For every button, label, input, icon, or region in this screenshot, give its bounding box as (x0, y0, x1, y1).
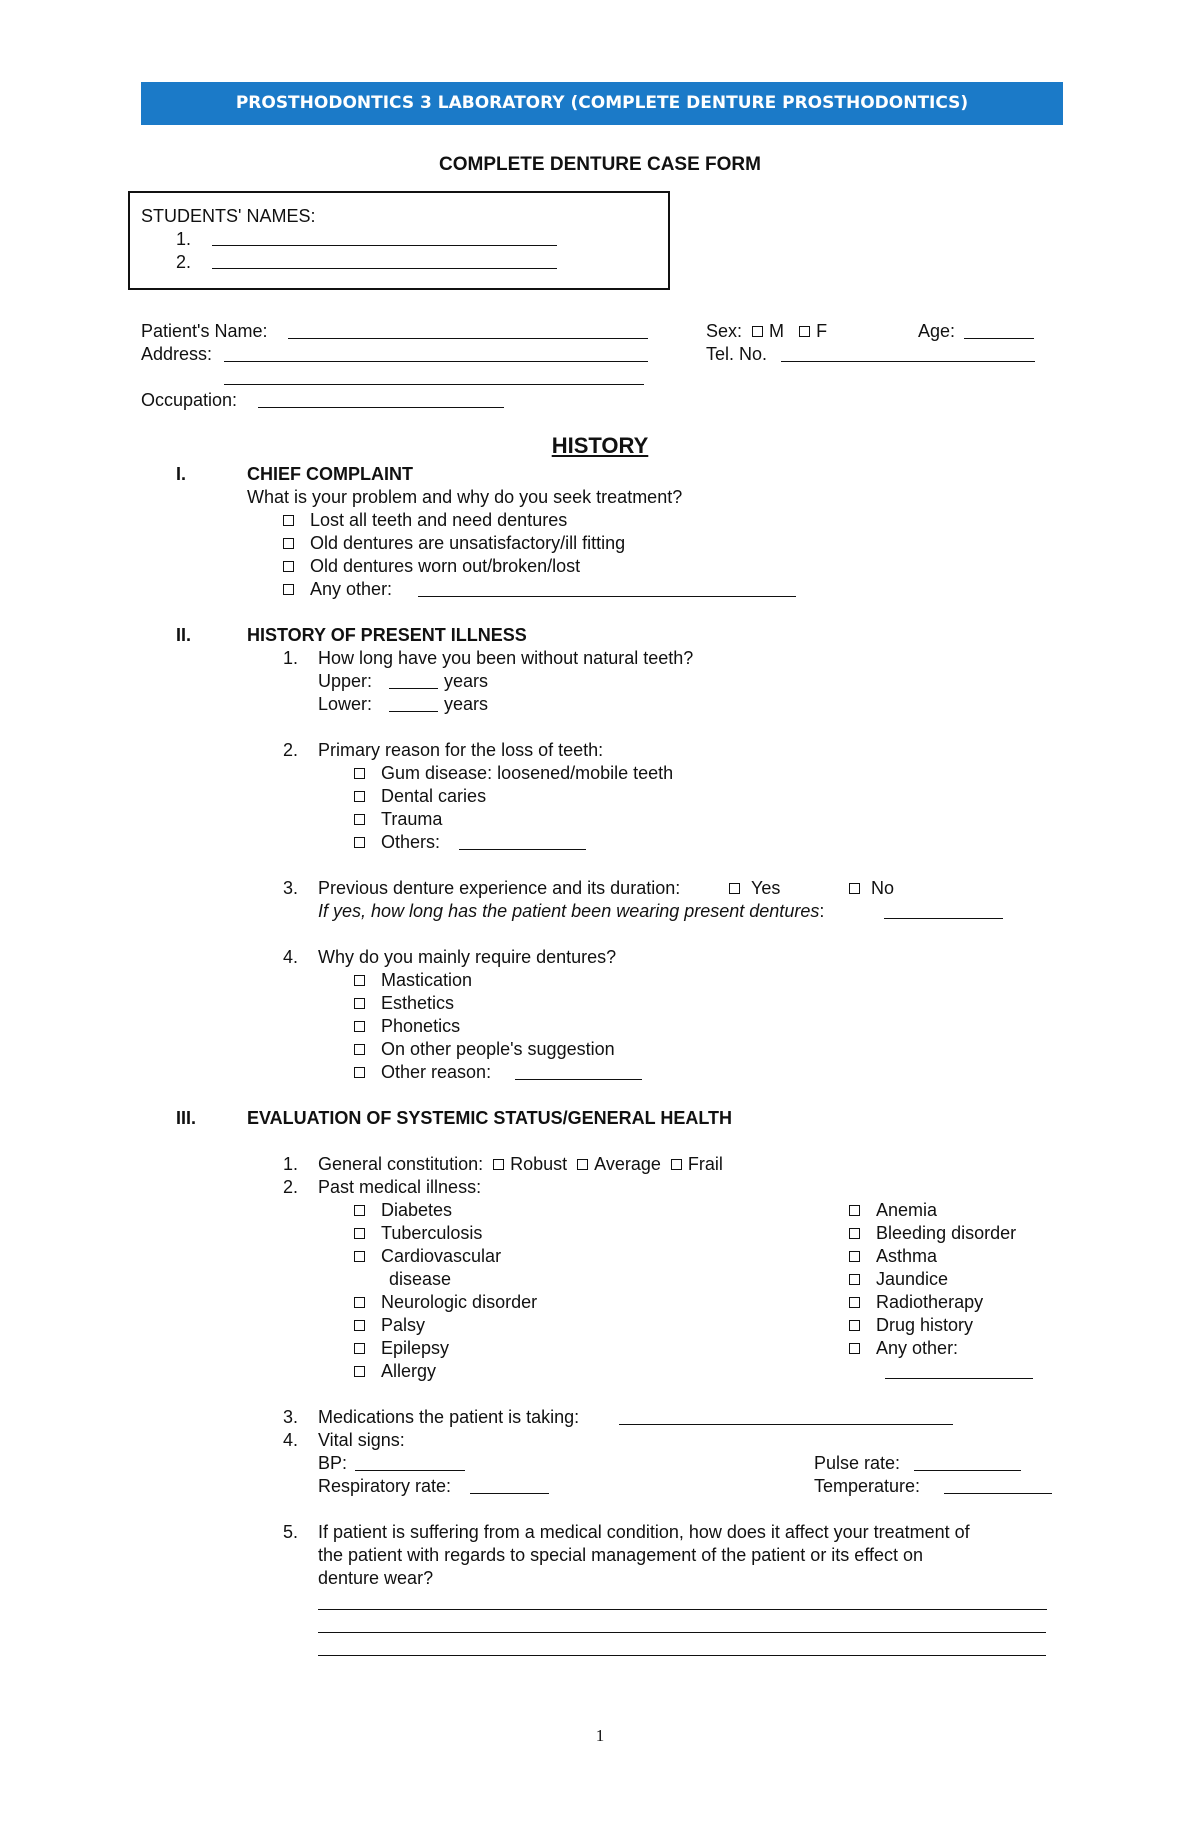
illness-label: Cardiovascular (381, 1246, 502, 1266)
checkbox-icon[interactable] (354, 998, 365, 1009)
checkbox-icon[interactable] (354, 1297, 365, 1308)
illness-left-6[interactable] (354, 1337, 449, 1359)
gh-q3-number: 3. (283, 1407, 299, 1427)
illness-label: Neurologic disorder (381, 1292, 538, 1312)
hpi-q1-text: How long have you been without natural teeth? (318, 648, 694, 668)
pulse-label: Pulse rate: (814, 1453, 901, 1473)
illness-right-5[interactable] (849, 1291, 983, 1313)
illness-label: Epilepsy (381, 1338, 450, 1358)
illness-right-7[interactable] (849, 1337, 958, 1359)
cc-option-label: Lost all teeth and need dentures (310, 510, 568, 530)
pulse-line[interactable] (914, 1470, 1021, 1471)
section-1-title: CHIEF COMPLAINT (247, 464, 413, 484)
section-3-title: EVALUATION OF SYSTEMIC STATUS/GENERAL HEALTH (247, 1108, 733, 1128)
gh-q5-line-2: the patient with regards to special management of the patient or its effect on (318, 1545, 924, 1565)
illness-right-3[interactable] (849, 1245, 937, 1267)
checkbox-icon[interactable] (354, 837, 365, 848)
checkbox-icon[interactable] (849, 1251, 860, 1262)
loss-option-label: Gum disease: loosened/mobile teeth (381, 763, 674, 783)
frail-label: Frail (687, 1154, 723, 1174)
average-label: Average (594, 1154, 661, 1174)
checkbox-icon[interactable] (354, 1205, 365, 1216)
illness-right-2[interactable] (849, 1222, 1016, 1244)
sex-m-label: M (769, 321, 785, 341)
checkbox-icon[interactable] (849, 1320, 860, 1331)
checkbox-icon[interactable] (752, 326, 763, 337)
vital-signs-label: Vital signs: (318, 1430, 405, 1450)
illness-label: Diabetes (381, 1200, 453, 1220)
checkbox-icon[interactable] (849, 1343, 860, 1354)
address-line-2[interactable] (224, 384, 644, 385)
hpi-q4-text: Why do you mainly require dentures? (318, 947, 617, 967)
reason-option-1[interactable] (354, 969, 472, 991)
denture-duration-line[interactable] (884, 918, 1003, 919)
illness-label: Bleeding disorder (876, 1223, 1017, 1243)
form-title: COMPLETE DENTURE CASE FORM (439, 154, 761, 175)
gh-q5-number: 5. (283, 1522, 299, 1542)
illness-left-3[interactable] (354, 1245, 501, 1267)
student-2-line[interactable] (212, 268, 557, 269)
gh-q1-number: 1. (283, 1154, 299, 1174)
cc-option-2[interactable] (283, 532, 625, 554)
page-number: 1 (595, 1726, 605, 1745)
hpi-q1-number: 1. (283, 648, 299, 668)
illness-label: Radiotherapy (876, 1292, 984, 1312)
course-banner: PROSTHODONTICS 3 LABORATORY (COMPLETE DENTURE PROSTHODONTICS) (141, 82, 1063, 125)
illness-right-4[interactable] (849, 1268, 948, 1290)
checkbox-icon[interactable] (849, 1297, 860, 1308)
student-1-line[interactable] (212, 245, 557, 246)
gh-q5-line-3: denture wear? (318, 1568, 434, 1588)
hpi-q3-text: Previous denture experience and its duration: (318, 878, 681, 898)
address-line-1[interactable] (224, 361, 648, 362)
loss-option-4[interactable] (354, 831, 440, 853)
loss-option-label: Dental caries (381, 786, 487, 806)
section-1-number: I. (176, 464, 187, 484)
illness-label: Drug history (876, 1315, 974, 1335)
checkbox-icon[interactable] (849, 1205, 860, 1216)
checkbox-icon[interactable] (354, 768, 365, 779)
tel-line[interactable] (781, 361, 1035, 362)
illness-label: Allergy (381, 1361, 437, 1381)
bp-line[interactable] (355, 1470, 465, 1471)
loss-other-line[interactable] (459, 849, 586, 850)
cc-option-1[interactable] (283, 509, 567, 531)
illness-left-7[interactable] (354, 1360, 436, 1382)
answer-line-2[interactable] (318, 1632, 1046, 1633)
illness-label: Palsy (381, 1315, 426, 1335)
cc-other-line[interactable] (418, 596, 796, 597)
illness-label: Anemia (876, 1200, 938, 1220)
occupation-line[interactable] (258, 407, 504, 408)
upper-years-label: years (444, 671, 489, 691)
illness-left-5[interactable] (354, 1314, 425, 1336)
checkbox-icon[interactable] (671, 1159, 682, 1170)
tel-label: Tel. No. (706, 344, 768, 364)
constitution-label: General constitution: (318, 1154, 484, 1174)
checkbox-icon[interactable] (354, 791, 365, 802)
cc-option-label: Old dentures are unsatisfactory/ill fitting (310, 533, 626, 553)
checkbox-icon[interactable] (354, 1044, 365, 1055)
checkbox-icon[interactable] (354, 1343, 365, 1354)
cc-option-3[interactable] (283, 555, 580, 577)
cc-option-4[interactable] (283, 578, 392, 600)
hpi-q2-text: Primary reason for the loss of teeth: (318, 740, 604, 760)
denture-followup-text (318, 900, 824, 922)
section-3-number: III. (176, 1108, 197, 1128)
section-2-title: HISTORY OF PRESENT ILLNESS (247, 625, 527, 645)
illness-label: Any other: (876, 1338, 959, 1358)
checkbox-icon[interactable] (354, 1251, 365, 1262)
checkbox-icon[interactable] (729, 883, 740, 894)
checkbox-icon[interactable] (354, 1366, 365, 1377)
hpi-q3-number: 3. (283, 878, 299, 898)
gh-q2-text: Past medical illness: (318, 1177, 482, 1197)
reason-option-4[interactable] (354, 1038, 615, 1060)
illness-right-1[interactable] (849, 1199, 937, 1221)
temperature-label: Temperature: (814, 1476, 921, 1496)
reason-option-label: Mastication (381, 970, 473, 990)
loss-option-2[interactable] (354, 785, 486, 807)
upper-years-line[interactable] (389, 688, 438, 689)
illness-other-line[interactable] (885, 1378, 1033, 1379)
medications-label: Medications the patient is taking: (318, 1407, 580, 1427)
gh-q4-number: 4. (283, 1430, 299, 1450)
followup-colon: : (819, 901, 825, 921)
reason-other-line[interactable] (515, 1079, 642, 1080)
temperature-line[interactable] (944, 1493, 1052, 1494)
followup-label: If yes, how long has the patient been wearing present dentures (318, 901, 820, 921)
patient-name-label: Patient's Name: (141, 321, 268, 341)
checkbox-icon[interactable] (354, 1021, 365, 1032)
respiratory-label: Respiratory rate: (318, 1476, 452, 1496)
illness-left-1[interactable] (354, 1199, 452, 1221)
checkbox-icon[interactable] (799, 326, 810, 337)
cc-option-label: Any other: (310, 579, 393, 599)
gh-q5-line-1: If patient is suffering from a medical condition, how does it affect your treatment of (318, 1522, 970, 1542)
address-label: Address: (141, 344, 213, 364)
lower-years-line[interactable] (389, 711, 438, 712)
answer-line-3[interactable] (318, 1655, 1046, 1656)
sex-f-label: F (816, 321, 828, 341)
patient-name-line[interactable] (288, 338, 648, 339)
constitution-row (318, 1153, 723, 1175)
lower-years-label: years (444, 694, 489, 714)
students-names-label: STUDENTS' NAMES: (141, 206, 316, 226)
checkbox-icon[interactable] (849, 1274, 860, 1285)
checkbox-icon[interactable] (354, 814, 365, 825)
reason-option-3[interactable] (354, 1015, 460, 1037)
illness-left-4[interactable] (354, 1291, 537, 1313)
chief-complaint-question: What is your problem and why do you seek treatment? (247, 487, 683, 507)
reason-option-5[interactable] (354, 1061, 491, 1083)
upper-label: Upper: (318, 671, 373, 691)
age-line[interactable] (964, 338, 1034, 339)
illness-left-3-cont: disease (389, 1269, 452, 1289)
age-label: Age: (918, 321, 956, 341)
history-heading: HISTORY (551, 433, 649, 458)
sex-field (706, 320, 827, 342)
student-1-number: 1. (176, 229, 192, 249)
occupation-label: Occupation: (141, 390, 238, 410)
illness-label: Jaundice (876, 1269, 949, 1289)
reason-option-2[interactable] (354, 992, 454, 1014)
checkbox-icon[interactable] (354, 1228, 365, 1239)
bp-label: BP: (318, 1453, 348, 1473)
checkbox-icon[interactable] (849, 883, 860, 894)
hpi-q2-number: 2. (283, 740, 299, 760)
cc-option-label: Old dentures worn out/broken/lost (310, 556, 581, 576)
robust-label: Robust (510, 1154, 568, 1174)
reason-option-label: Esthetics (381, 993, 455, 1013)
checkbox-icon[interactable] (577, 1159, 588, 1170)
student-2-number: 2. (176, 252, 192, 272)
illness-label: Tuberculosis (381, 1223, 483, 1243)
reason-option-label: On other people's suggestion (381, 1039, 615, 1059)
gh-q2-number: 2. (283, 1177, 299, 1197)
checkbox-icon[interactable] (354, 975, 365, 986)
checkbox-icon[interactable] (283, 515, 294, 526)
reason-option-label: Phonetics (381, 1016, 461, 1036)
sex-label: Sex: (706, 321, 743, 341)
illness-label: Asthma (876, 1246, 938, 1266)
denture-yes-option[interactable] (729, 877, 780, 899)
yes-label: Yes (751, 878, 781, 898)
denture-no-option[interactable] (849, 877, 894, 899)
lower-label: Lower: (318, 694, 373, 714)
respiratory-line[interactable] (470, 1493, 549, 1494)
answer-line-1[interactable] (318, 1609, 1047, 1610)
checkbox-icon[interactable] (849, 1228, 860, 1239)
illness-right-6[interactable] (849, 1314, 973, 1336)
medications-line[interactable] (619, 1424, 953, 1425)
loss-option-label: Others: (381, 832, 441, 852)
section-2-number: II. (176, 625, 192, 645)
checkbox-icon[interactable] (283, 561, 294, 572)
reason-option-label: Other reason: (381, 1062, 492, 1082)
checkbox-icon[interactable] (354, 1067, 365, 1078)
loss-option-1[interactable] (354, 762, 673, 784)
no-label: No (871, 878, 895, 898)
illness-left-2[interactable] (354, 1222, 482, 1244)
loss-option-label: Trauma (381, 809, 443, 829)
checkbox-icon[interactable] (283, 538, 294, 549)
hpi-q4-number: 4. (283, 947, 299, 967)
checkbox-icon[interactable] (493, 1159, 504, 1170)
loss-option-3[interactable] (354, 808, 442, 830)
checkbox-icon[interactable] (283, 584, 294, 595)
checkbox-icon[interactable] (354, 1320, 365, 1331)
